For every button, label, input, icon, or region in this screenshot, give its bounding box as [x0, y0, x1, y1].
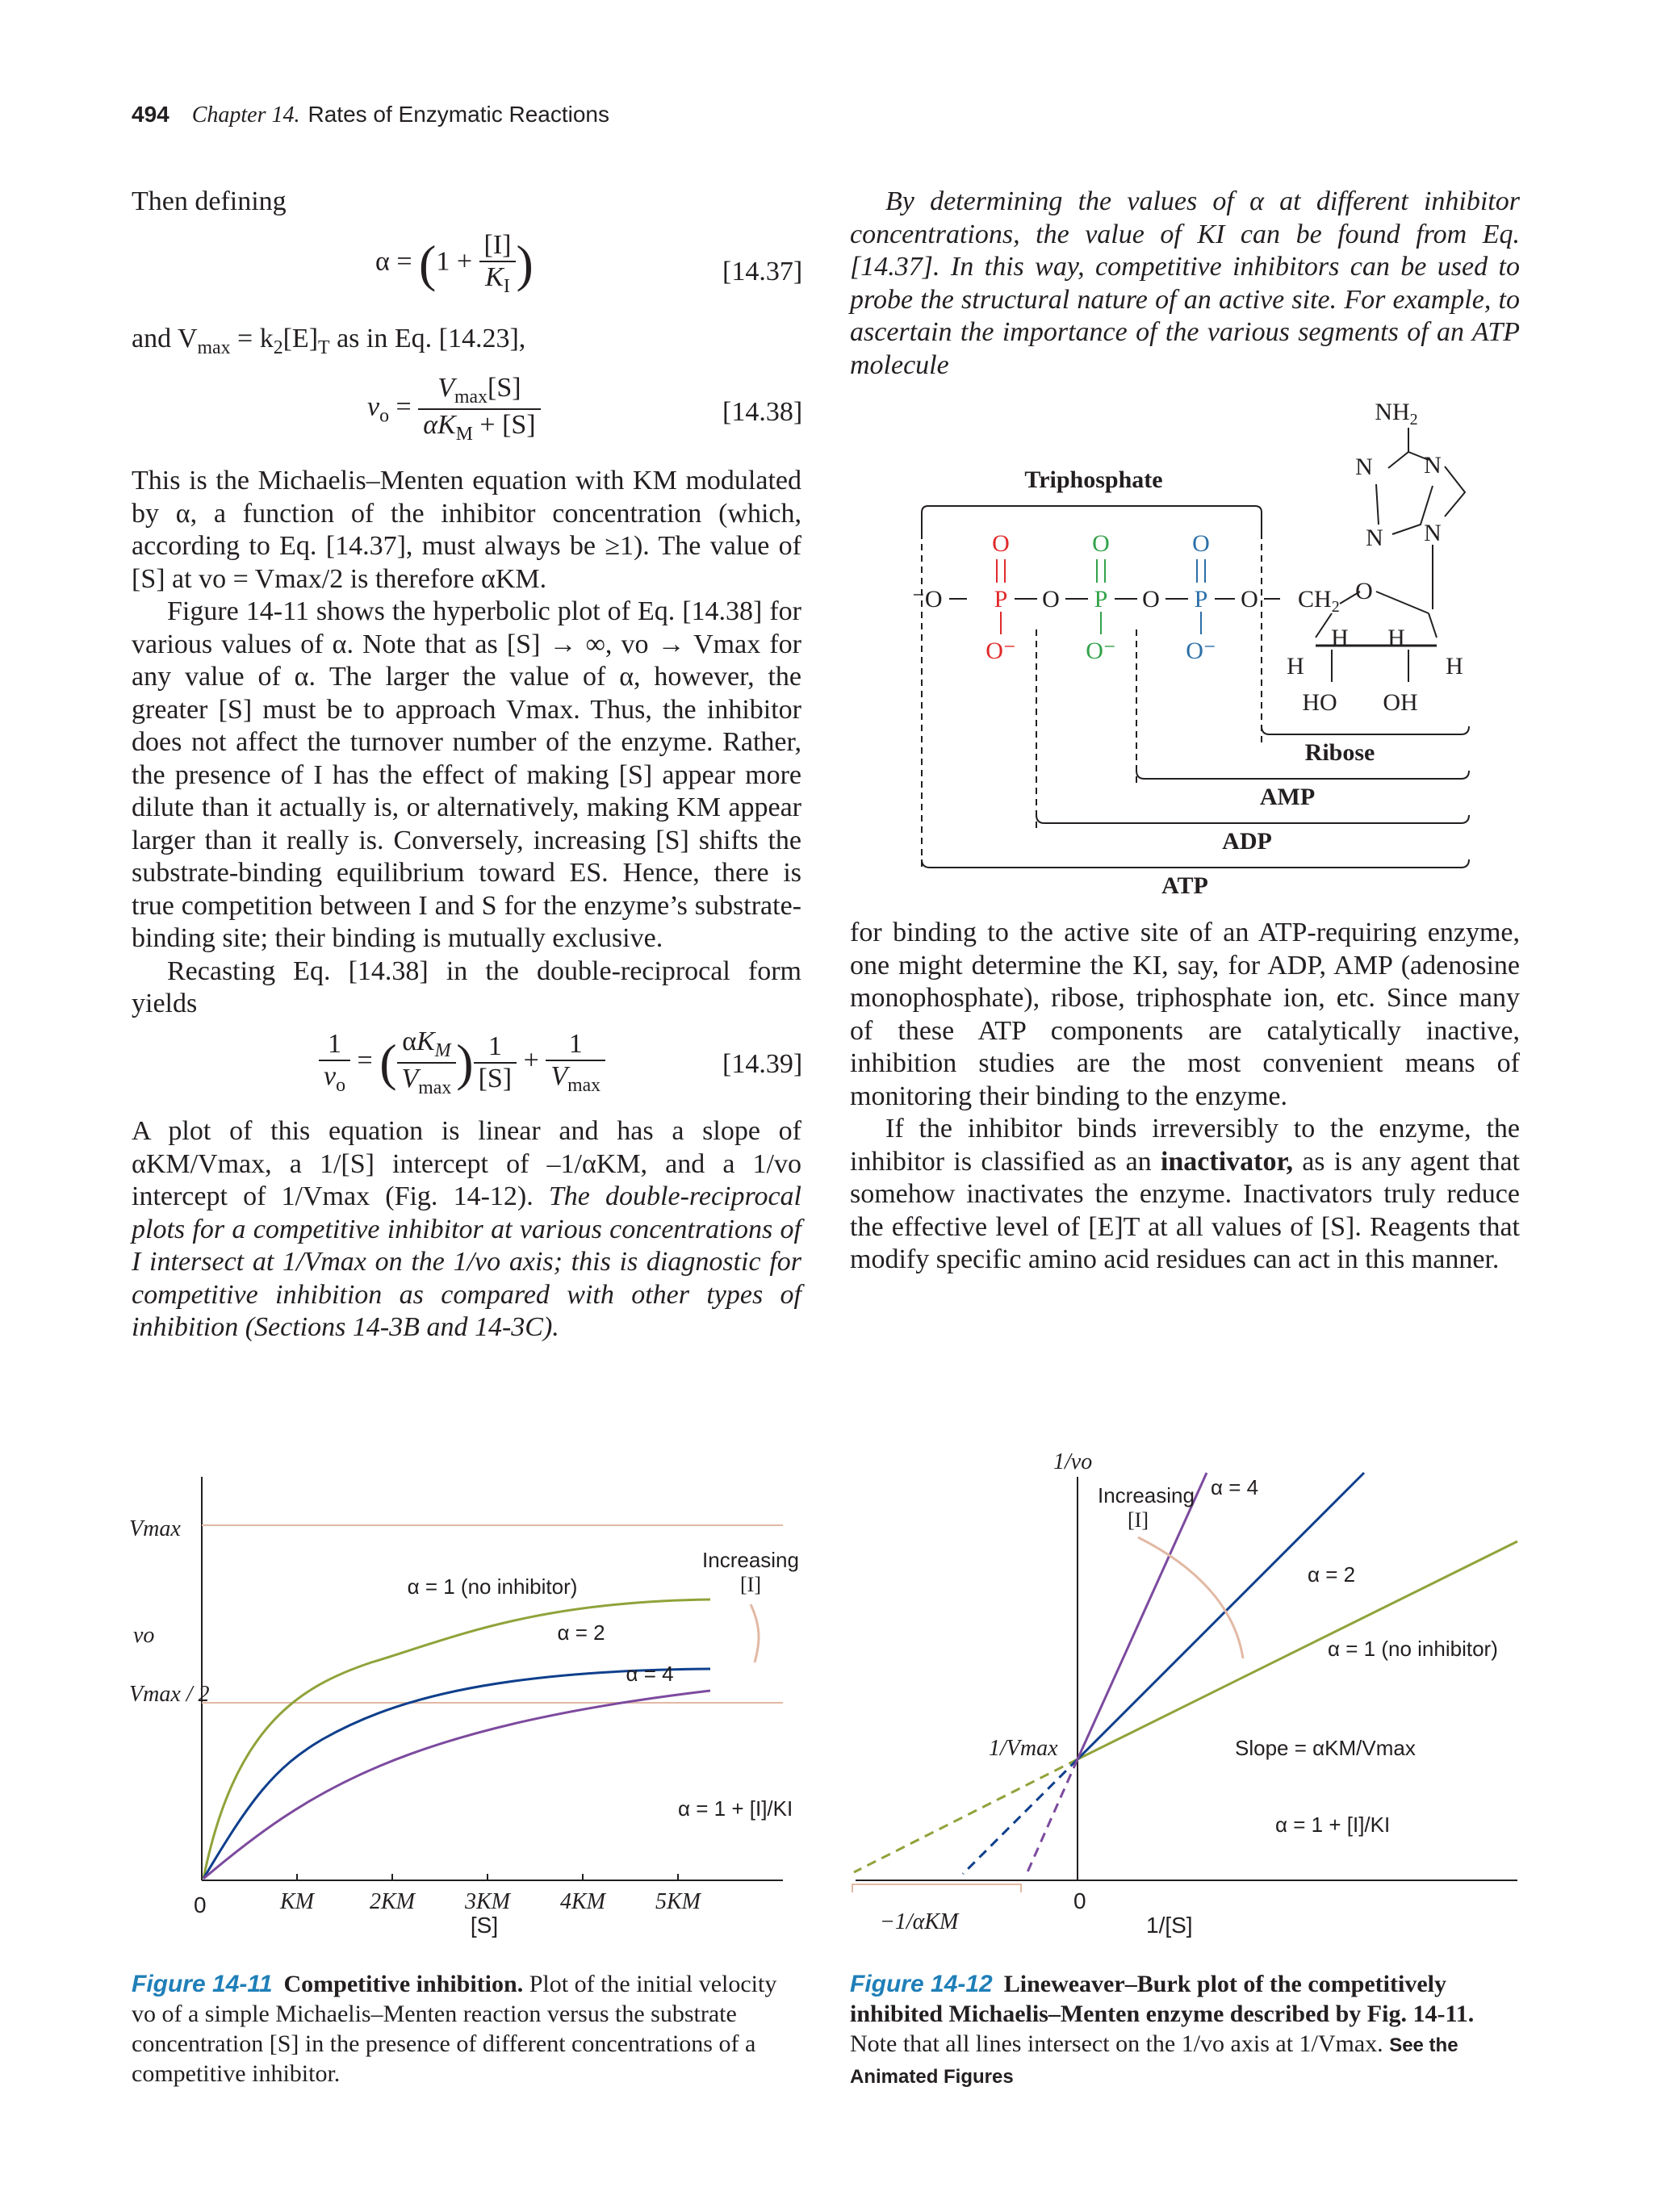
x-tick-label: 4KM: [560, 1889, 605, 1914]
svg-text:O: O: [1092, 530, 1110, 557]
inhibitor-label: [I]: [1128, 1508, 1149, 1532]
amp-label: AMP: [1259, 784, 1316, 810]
x-tick-label: 2KM: [370, 1889, 415, 1914]
svg-text:O: O: [1192, 530, 1210, 557]
slope-label: Slope = αKM/Vmax: [1235, 1736, 1416, 1760]
svg-text:N: N: [1424, 452, 1442, 479]
page-number: 494: [132, 102, 169, 127]
equation-14-38: $v_o$ = $\frac{V_{max}[S]}{\alpha K_M + [S]}$: [367, 373, 541, 445]
phosphate-alpha: P: [994, 586, 1008, 613]
svg-text:O: O: [1355, 578, 1373, 604]
svg-text:H: H: [1446, 653, 1463, 679]
svg-text:OH: OH: [1383, 689, 1418, 716]
right-column-body: [850, 917, 1520, 1277]
inhibitor-label: [I]: [740, 1573, 761, 1596]
svg-text:O⁻: O⁻: [986, 638, 1016, 664]
figure-14-12-caption: Figure 14-12 Lineweaver–Burk plot of the competitively inhibited Michaelis–Menten enzyme described by Fig. 14-11. Note that all lines intersect on the 1/vo axis at 1/Vmax. See the Animated Figures: [850, 1971, 1475, 2088]
svg-text:O: O: [992, 530, 1010, 557]
svg-text:⁻O: ⁻O: [912, 586, 943, 613]
vmax-label: Vmax: [129, 1516, 181, 1541]
increasing-label: Increasing: [1098, 1483, 1195, 1507]
svg-text:CH2: $CH_2$: [1298, 586, 1340, 616]
svg-text:O: O: [1042, 586, 1060, 613]
left-column-top: [132, 186, 801, 219]
paragraph: Then defining: [132, 186, 287, 216]
alpha-2-label: α = 2: [557, 1620, 605, 1645]
chapter-title: Rates of Enzymatic Reactions: [308, 102, 609, 127]
svg-text:O⁻: O⁻: [1186, 638, 1216, 664]
equation-number: [14.37]: [722, 257, 803, 286]
paragraph: for binding to the active site of an ATP-requiring enzyme, one might determine the KI, say, for ADP, AMP (adenosine monophosphate), ribose, triphosphate ion, etc. Since many of these ATP components are catalytically inactive, inhibition studies are the most convenient means of monitoring their binding to the enzyme.: [850, 918, 1520, 1111]
ribose-label: Ribose: [1304, 739, 1375, 766]
svg-text:O⁻: O⁻: [1086, 638, 1116, 664]
svg-text:N: N: [1355, 454, 1373, 480]
figure-14-12-plot: [847, 1445, 1534, 1945]
paragraph: A plot of this equation is linear and has a slope of αKM/Vmax, a 1/[S] intercept of –1/αKM, and a 1/vo intercept of 1/Vmax (Fig. 14-12). The double-reciprocal plots for a competitive inhibitor at various concentrations of I intersect at 1/Vmax on the 1/vo axis; this is diagnostic for competitive inhibition as compared with other types of inhibition (Sections 14-3B and 14-3C).: [132, 1116, 801, 1342]
alpha-4-label: α = 4: [626, 1662, 674, 1686]
x-axis-label: [S]: [470, 1913, 499, 1938]
alpha-1-label: α = 1 (no inhibitor): [407, 1574, 578, 1599]
paragraph: Figure 14-11 shows the hyperbolic plot of Eq. [14.38] for various values of α. Note that as [S] → ∞, vo → Vmax for any value of α. The larger the value of α, however, the greater [S] must be to approach Vmax. Thus, the inhibitor does not affect the turnover number of the enzyme. Rather, the presence of I has the effect of making [S] appear more dilute than it actually is, or alternatively, making KM appear larger than it really is. Conversely, increasing [S] shifts the substrate-binding equilibrium toward ES. Hence, there is true competition between I and S for the enzyme’s substrate-binding site; their binding is mutually exclusive.: [132, 596, 801, 953]
curve-alpha-4: [203, 1691, 710, 1879]
y-axis-label: 1/vo: [1053, 1449, 1093, 1474]
alpha-definition: α = 1 + [I]/KI: [1275, 1813, 1391, 1837]
right-column-top: [850, 186, 1520, 382]
running-header: [132, 102, 609, 128]
increasing-label: Increasing: [702, 1548, 799, 1572]
alpha-2-label: α = 2: [1308, 1562, 1356, 1587]
figure-14-11-caption: Figure 14-11 Competitive inhibition. Plot of the initial velocity vo of a simple Michaelis–Menten reaction versus the substrate concentration [S] in the presence of different concentrations of a competitive inhibitor.: [132, 1971, 777, 2087]
x-tick-label: 3KM: [465, 1889, 510, 1914]
y-axis-label: vo: [133, 1623, 155, 1648]
paragraph: If the inhibitor binds irreversibly to the enzyme, the inhibitor is classified as an inactivator, as is any agent that somehow inactivates the enzyme. Inactivators truly reduce the effective level of [E]T at all values of [S]. Reagents that modify specific amino acid residues can act in this manner.: [850, 1114, 1520, 1274]
phosphate-beta: P: [1094, 586, 1108, 613]
svg-text:O: O: [1241, 586, 1258, 613]
figure-14-11-plot: [113, 1461, 807, 1945]
left-column-body: [132, 465, 801, 1021]
svg-text:N: N: [1424, 520, 1442, 546]
origin-label: 0: [1073, 1888, 1086, 1913]
x-tick-label: 5KM: [655, 1889, 701, 1914]
alpha-4-label: α = 4: [1211, 1475, 1259, 1499]
x-tick-label: KM: [280, 1889, 314, 1914]
half-vmax-label: Vmax / 2: [129, 1682, 210, 1707]
x-intercept-label: −1/αKM: [880, 1909, 959, 1934]
origin-label: 0: [194, 1892, 207, 1917]
chapter-label: Chapter 14.: [191, 102, 300, 128]
svg-text:H: H: [1331, 625, 1349, 651]
svg-text:H: H: [1387, 625, 1405, 651]
paragraph: Recasting Eq. [14.38] in the double-reciprocal form yields: [132, 955, 801, 1018]
equation-14-37: α = (1 + $\frac{[I]}{K_I}$ ): [375, 230, 534, 297]
phosphate-gamma: P: [1194, 586, 1208, 613]
svg-text:N: N: [1366, 525, 1383, 551]
svg-text:HO: HO: [1302, 689, 1337, 716]
amine-label: $NH_2$: [1375, 399, 1418, 429]
animated-figures-link[interactable]: See the Animated Figures: [850, 2034, 1458, 2088]
svg-text:O: O: [1142, 586, 1160, 613]
alpha-1-label: α = 1 (no inhibitor): [1328, 1637, 1498, 1661]
adp-label: ADP: [1222, 828, 1272, 855]
paragraph: and $V_{max} = k_2[E]_T$ as in Eq. [14.23],: [132, 324, 526, 358]
atp-label: ATP: [1161, 872, 1208, 896]
alpha-definition: α = 1 + [I]/KI: [678, 1796, 793, 1821]
equation-number: [14.38]: [722, 397, 803, 427]
equation-number: [14.39]: [722, 1049, 803, 1079]
x-axis-label: 1/[S]: [1146, 1913, 1193, 1938]
paragraph: By determining the values of α at different inhibitor concentrations, the value of KI can be found from Eq. [14.37]. In this way, competitive inhibitors can be used to probe the structural nature of an active site. For example, to ascertain the importance of the various segments of an ATP molecule: [850, 186, 1520, 380]
y-intercept-label: 1/Vmax: [989, 1736, 1058, 1761]
equation-14-39: $\frac{1}{v_o}$ = ( $\frac{\alpha K_M}{V_{max}}$ ) $\frac{1}{[S]}$ + $\frac{1}{V_{max}}$: [319, 1027, 605, 1099]
line-alpha-2: [1078, 1473, 1364, 1759]
atp-structure: [912, 395, 1477, 896]
paragraph: This is the Michaelis–Menten equation with KM modulated by α, a function of the inhibitor concentration (which, according to Eq. [14.37], must always be ≥1). The value of [S] at vo = Vmax/2 is therefore αKM.: [132, 466, 801, 594]
triphosphate-label: Triphosphate: [1024, 466, 1163, 493]
svg-text:H: H: [1287, 653, 1304, 679]
